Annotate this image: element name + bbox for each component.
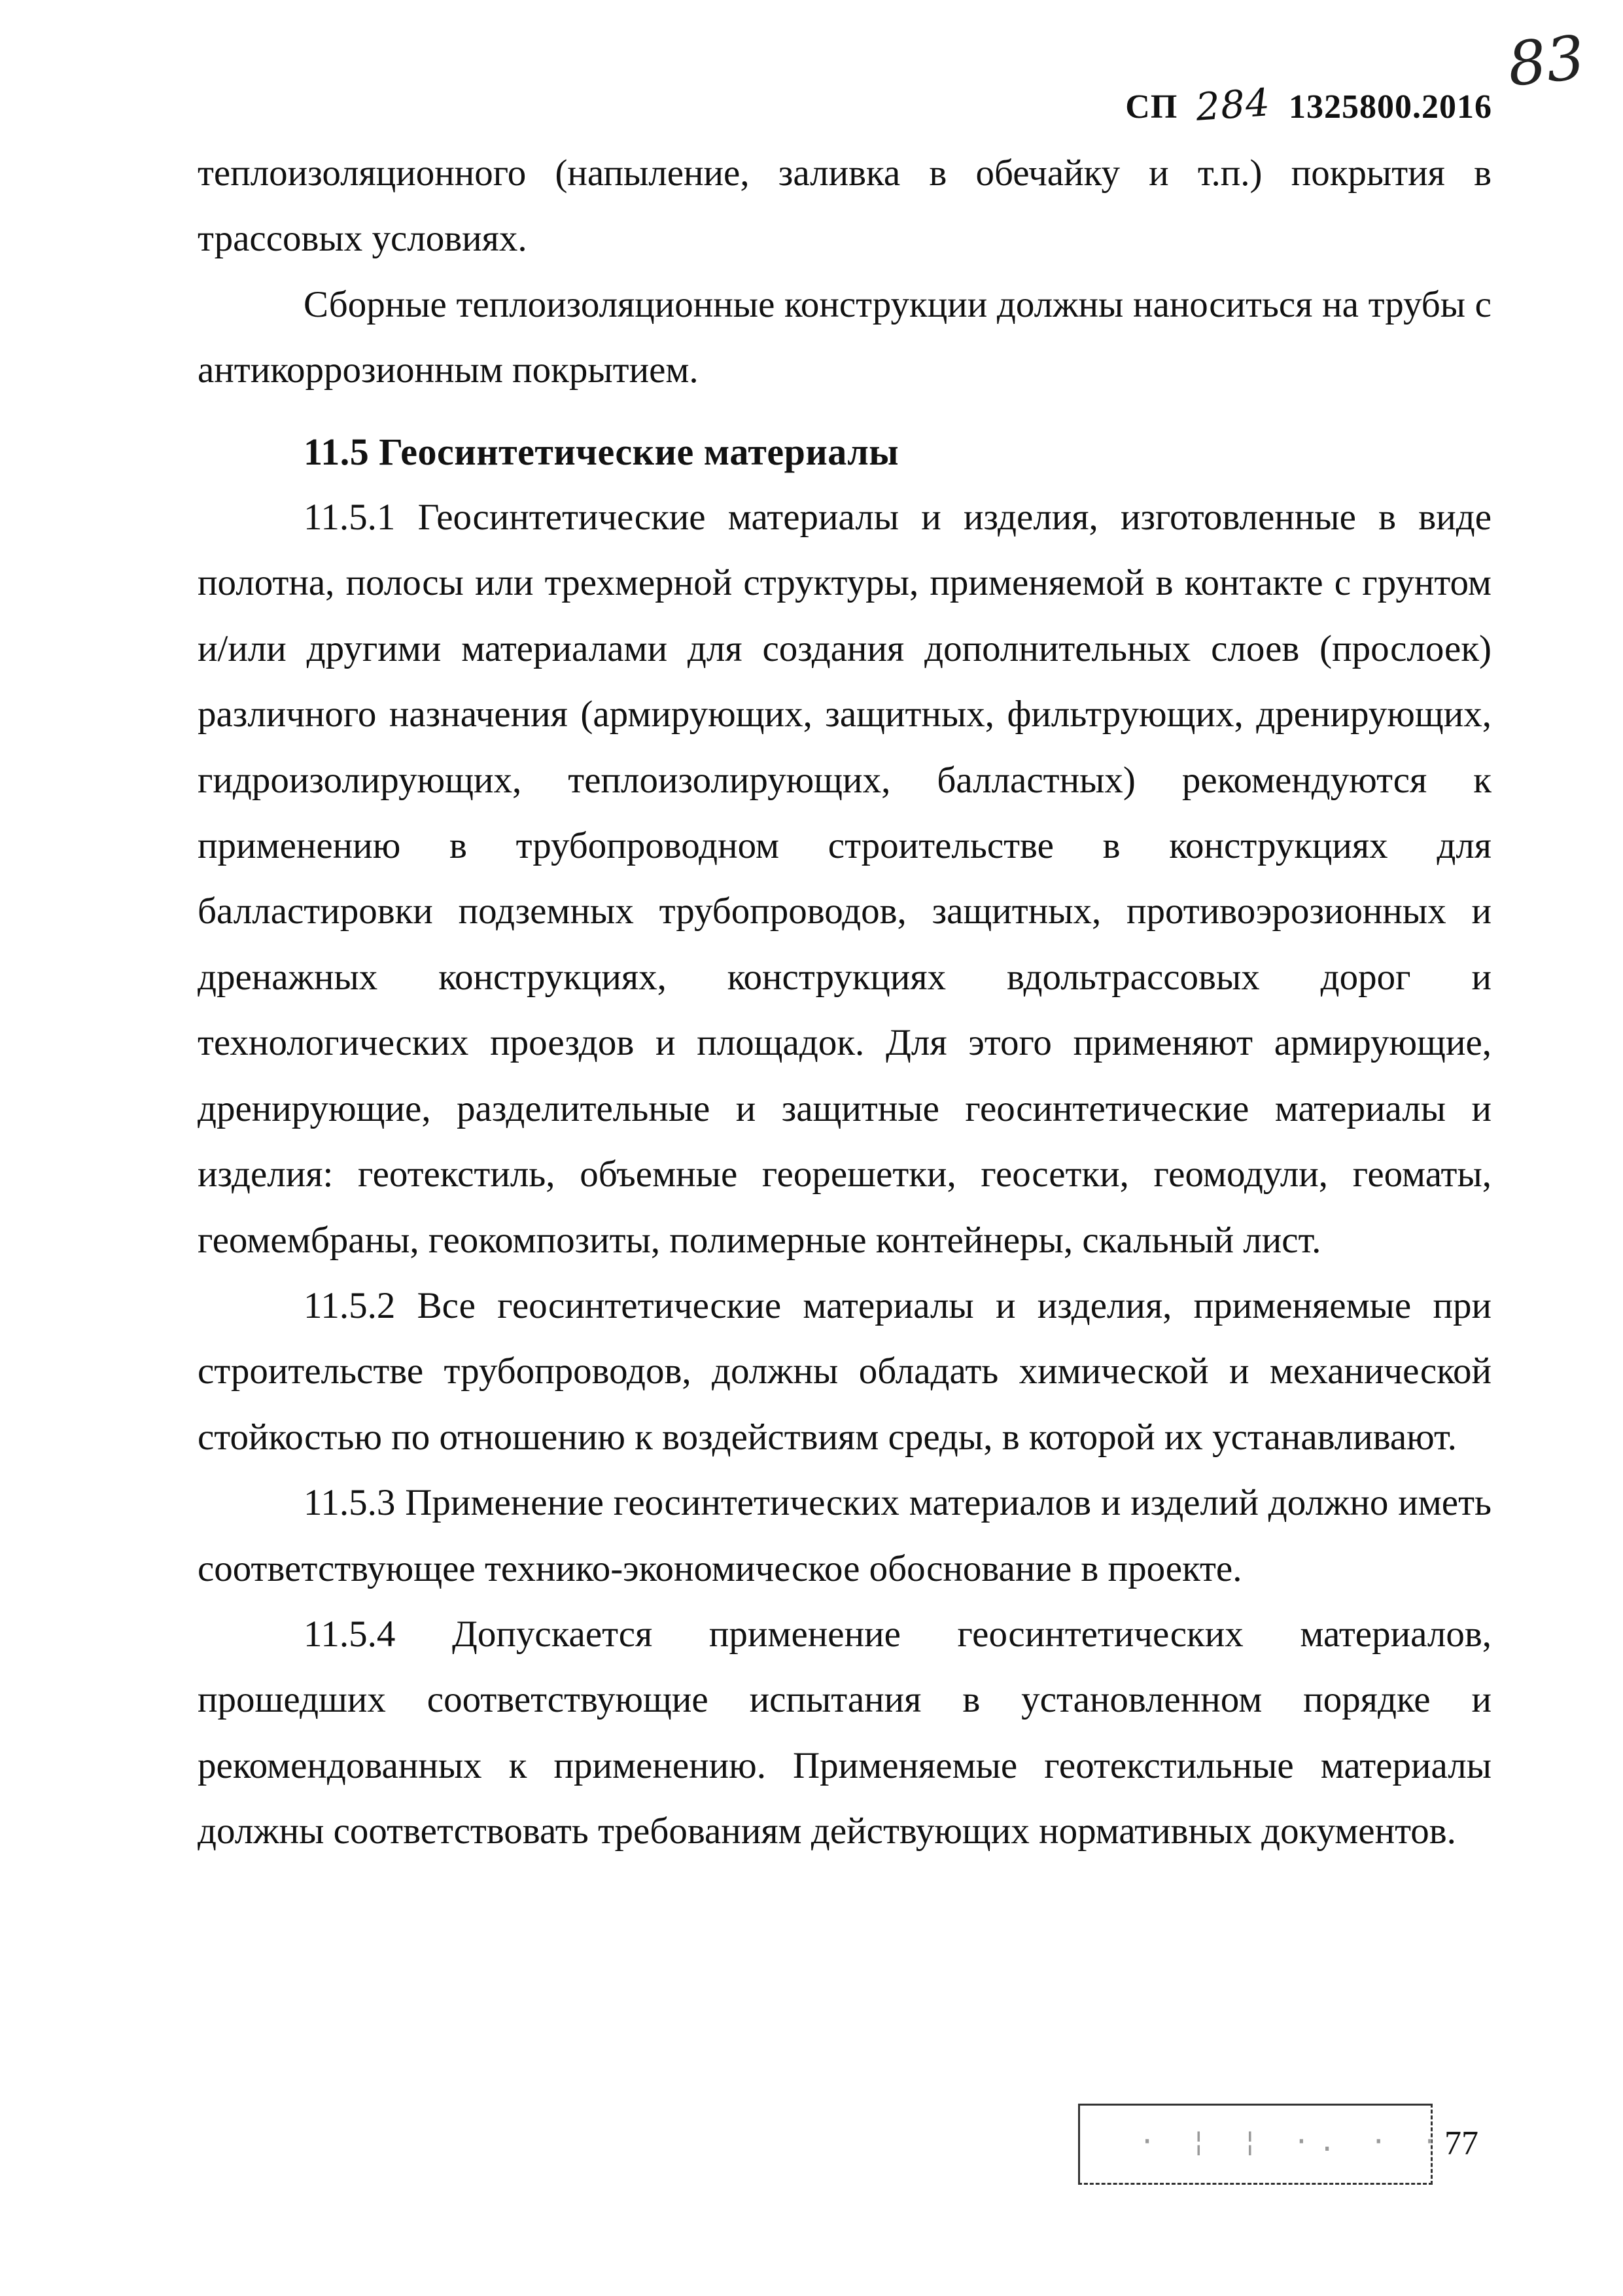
page-number: 77 xyxy=(1444,2125,1478,2162)
handwritten-code: 284 xyxy=(1195,80,1272,130)
header-prefix: СП xyxy=(1125,88,1178,126)
paragraph-11-5-4: 11.5.4 Допускается применение геосинтетических материалов, прошедших соответствующие испытания в установленном порядке и рекомендованных к применению. Применяемые геотекстильные материалы должны соответствовать требованиям действующих нормативных документов. xyxy=(198,1613,1492,1852)
paragraph-11-5-3: 11.5.3 Применение геосинтетических материалов и изделий должно иметь соответствующее технико-экономическое обоснование в проекте. xyxy=(198,1482,1492,1589)
paragraph: Сборные теплоизоляционные конструкции должны наноситься на трубы с антикоррозионным покрытием. xyxy=(198,283,1492,391)
paragraph-continuation: теплоизоляционного (напыление, заливка в обечайку и т.п.) покрытия в трассовых условиях. xyxy=(198,152,1492,260)
section-heading: 11.5 Геосинтетические материалы xyxy=(304,430,899,473)
faint-stamp-box xyxy=(1078,2104,1448,2185)
document-code-header xyxy=(1125,80,1492,130)
handwritten-page-number: 83 xyxy=(1504,22,1588,100)
header-code: 1325800.2016 xyxy=(1289,88,1492,126)
body-text xyxy=(198,141,1492,1865)
paragraph-11-5-1: 11.5.1 Геосинтетические материалы и изделия, изготовленные в виде полотна, полосы или трехмерной структуры, применяемой в контакте с грунтом и/или другими материалами для создания дополнительных слоев (прослоек) различного назначения (армирующих, защитных, фильтрующих, дренирующих, гидроизолирующих, теплоизолирующих, балластных) рекомендуются к применению в трубопроводном строительстве в конструкциях для балластировки подземных трубопроводов, защитных, противоэрозионных и дренажных конструкциях, конструкциях вдольтрассовых дорог и технологических проездов и площадок. Для этого применяют армирующие, дренирующие, разделительные и защитные геосинтетические материалы и изделия: геотекстиль, объемные георешетки, геосетки, геомодули, геоматы, геомембраны, геокомпозиты, полимерные контейнеры, скальный лист. xyxy=(198,497,1492,1261)
stamp-text: · ¦ ¦ ·. · · xyxy=(1139,2125,1448,2157)
paragraph-11-5-2: 11.5.2 Все геосинтетические материалы и изделия, применяемые при строительстве трубопроводов, должны обладать химической и механической стойкостью по отношению к воздействиям среды, в которой их устанавливают. xyxy=(198,1284,1492,1458)
